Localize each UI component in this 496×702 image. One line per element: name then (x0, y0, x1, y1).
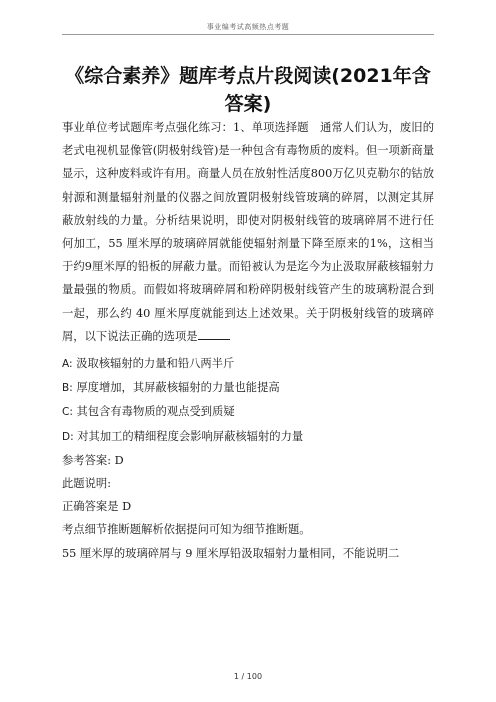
reference-answer: 参考答案: D (62, 453, 124, 467)
correct-answer: 正确答案是 D (62, 500, 132, 514)
document-body (62, 116, 434, 565)
option-a (62, 352, 434, 376)
option-a-text: 汲取核辐射的力量和铅八两半斤 (76, 357, 235, 371)
option-b (62, 376, 434, 400)
answer-blank (198, 329, 230, 340)
option-d-letter: D: (62, 430, 74, 443)
analysis-line-2: 55 厘米厚的玻璃碎屑与 9 厘米厚铅汲取辐射力量相同，不能说明二 (62, 546, 400, 560)
question-text: 事业单位考试题库考点强化练习：1、单项选择题 通常人们认为，废旧的老式电视机显像管(阴极射线管)是一种包含有毒物质的废料。但一项新商量显示，这种废料或许有用。商量人员在放射性活度800万亿贝克勒尔的钴放射源和测量辐射剂量的仪器之间放置阴极射线管玻璃的碎屑，以测定其屏蔽放射线的力量。分析结果说明，即使对阴极射线管的玻璃碎屑不进行任何加工，55 厘米厚的玻璃碎屑就能使辐射剂量下降至原来的1%，这相当于约9厘米厚的铅板的屏蔽力量。而铅被认为是迄今为止汲取屏蔽核辐射力量最强的物质。而假如将玻璃碎屑和粉碎阴极射线管产生的玻璃粉混合到一起，那么约 40 厘米厚度就能到达上述效果。关于阴极射线管的玻璃碎屑，以下说法正确的选项是 (62, 121, 434, 343)
running-header: 事业编考试高频热点考题 (206, 23, 290, 31)
document-title: 《综合素养》题库考点片段阅读(2021年含答案) (65, 65, 431, 115)
option-d (62, 425, 434, 449)
option-b-text: 厚度增加，其屏蔽核辐射的力量也能提高 (76, 381, 280, 395)
option-c-letter: C: (62, 406, 73, 419)
option-a-letter: A: (62, 358, 73, 371)
explanation-label: 此题说明: (62, 477, 111, 491)
option-b-letter: B: (62, 382, 73, 395)
option-c-text: 其包含有毒物质的观点受到质疑 (76, 405, 235, 419)
analysis-line-1: 考点细节推断题解析依据提问可知为细节推断题。 (62, 523, 311, 537)
page-number: 1 / 100 (233, 672, 263, 681)
header-rule (62, 34, 434, 35)
option-c (62, 400, 434, 424)
option-d-text: 对其加工的精细程度会影响屏蔽核辐射的力量 (77, 429, 304, 443)
question-paragraph (62, 116, 434, 348)
